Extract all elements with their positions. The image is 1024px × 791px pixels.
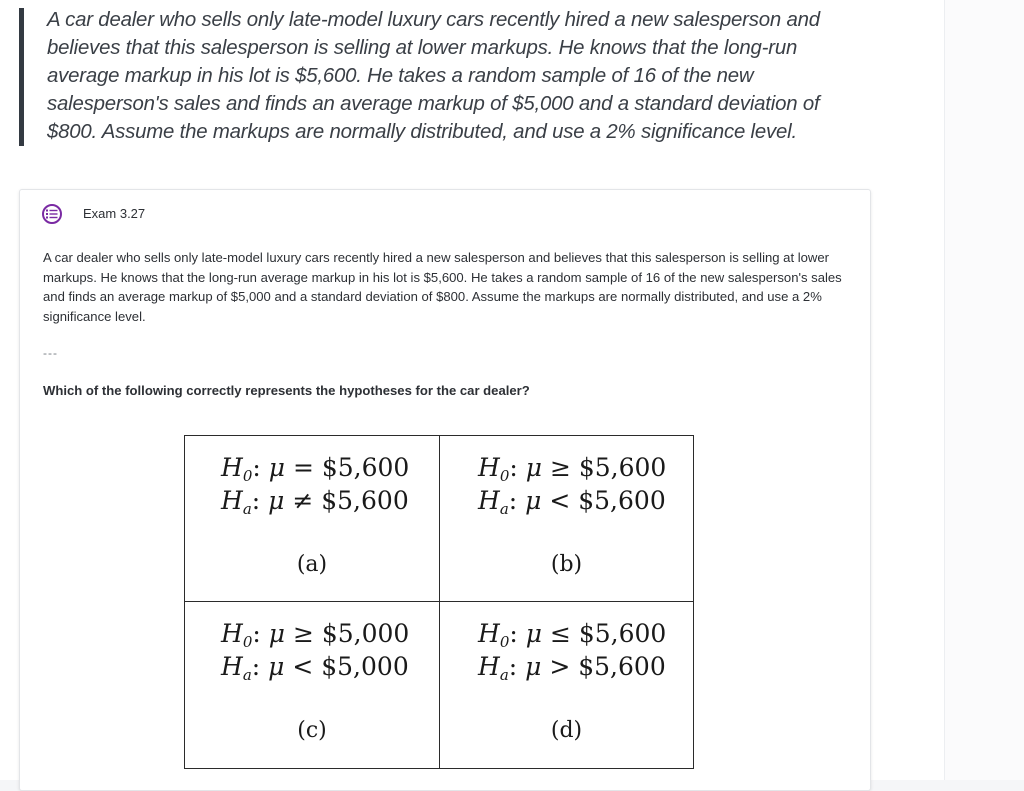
exam-list-icon [42, 204, 62, 224]
h0-relation: = [292, 453, 314, 482]
ha-value: $5,600 [321, 486, 409, 515]
separator: --- [43, 346, 58, 360]
h0-value: $5,600 [578, 453, 667, 482]
ha-relation: < [292, 652, 314, 681]
null-hypothesis: $H_0$: μ = $5,600 [221, 453, 410, 485]
option-b[interactable] [440, 436, 693, 602]
null-hypothesis: $H_0$: μ ≥ $5,000 [221, 619, 410, 651]
h0-value: $5,000 [321, 619, 410, 648]
h0-relation: ≤ [549, 619, 571, 648]
option-c[interactable] [185, 602, 440, 768]
ha-value: $5,000 [321, 652, 409, 681]
null-hypothesis: $H_0$: μ ≥ $5,600 [478, 453, 667, 485]
ha-relation: > [549, 652, 571, 681]
problem-statement: A car dealer who sells only late-model luxury cars recently hired a new salesperson and believes that this salesperson is selling at lower markups. He knows that the long-run average markup in his lot is $5,600. He takes a random sample of 16 of the new salesperson's sales and finds an average markup of $5,000 and a standard deviation of $800. Assume the markups are normally distributed, and use a 2% significance level. [43, 250, 842, 324]
option-a[interactable] [185, 436, 440, 602]
option-label: (c) [297, 718, 327, 743]
ha-relation: ≠ [292, 486, 314, 515]
null-hypothesis: $H_0$: μ ≤ $5,600 [478, 619, 667, 651]
ha-value: $5,600 [578, 486, 666, 515]
option-d[interactable] [440, 602, 693, 768]
h0-relation: ≥ [292, 619, 314, 648]
blockquote-bar [19, 8, 24, 146]
option-label: (a) [296, 552, 328, 577]
ha-value: $5,600 [578, 652, 666, 681]
ha-relation: < [549, 486, 571, 515]
right-gutter [944, 0, 1024, 780]
alternative-hypothesis: $H_a$: μ > $5,600 [478, 652, 666, 684]
blockquote-text: A car dealer who sells only late-model luxury cars recently hired a new salesperson and believes that this salesperson is selling at lower markups. He knows that the long-run average markup in his lot is $5,600. He takes a random sample of 16 of the new salesperson's sales and finds an average markup of $5,000 and a standard deviation of $800. Assume the markups are normally distributed, and use a 2% significance level. [47, 9, 820, 143]
h0-value: $5,600 [578, 619, 667, 648]
exam-card [19, 189, 871, 791]
question-text: Which of the following correctly represents the hypotheses for the car dealer? [43, 383, 530, 398]
alternative-hypothesis: $H_a$: μ ≠ $5,600 [221, 486, 409, 518]
alternative-hypothesis: $H_a$: μ < $5,600 [478, 486, 666, 518]
hypotheses-options-grid [184, 435, 694, 769]
exam-title: Exam 3.27 [83, 206, 146, 221]
option-label: (b) [550, 552, 583, 577]
option-label: (d) [550, 718, 583, 743]
h0-value: $5,600 [321, 453, 410, 482]
alternative-hypothesis: $H_a$: μ < $5,000 [221, 652, 409, 684]
h0-relation: ≥ [549, 453, 571, 482]
